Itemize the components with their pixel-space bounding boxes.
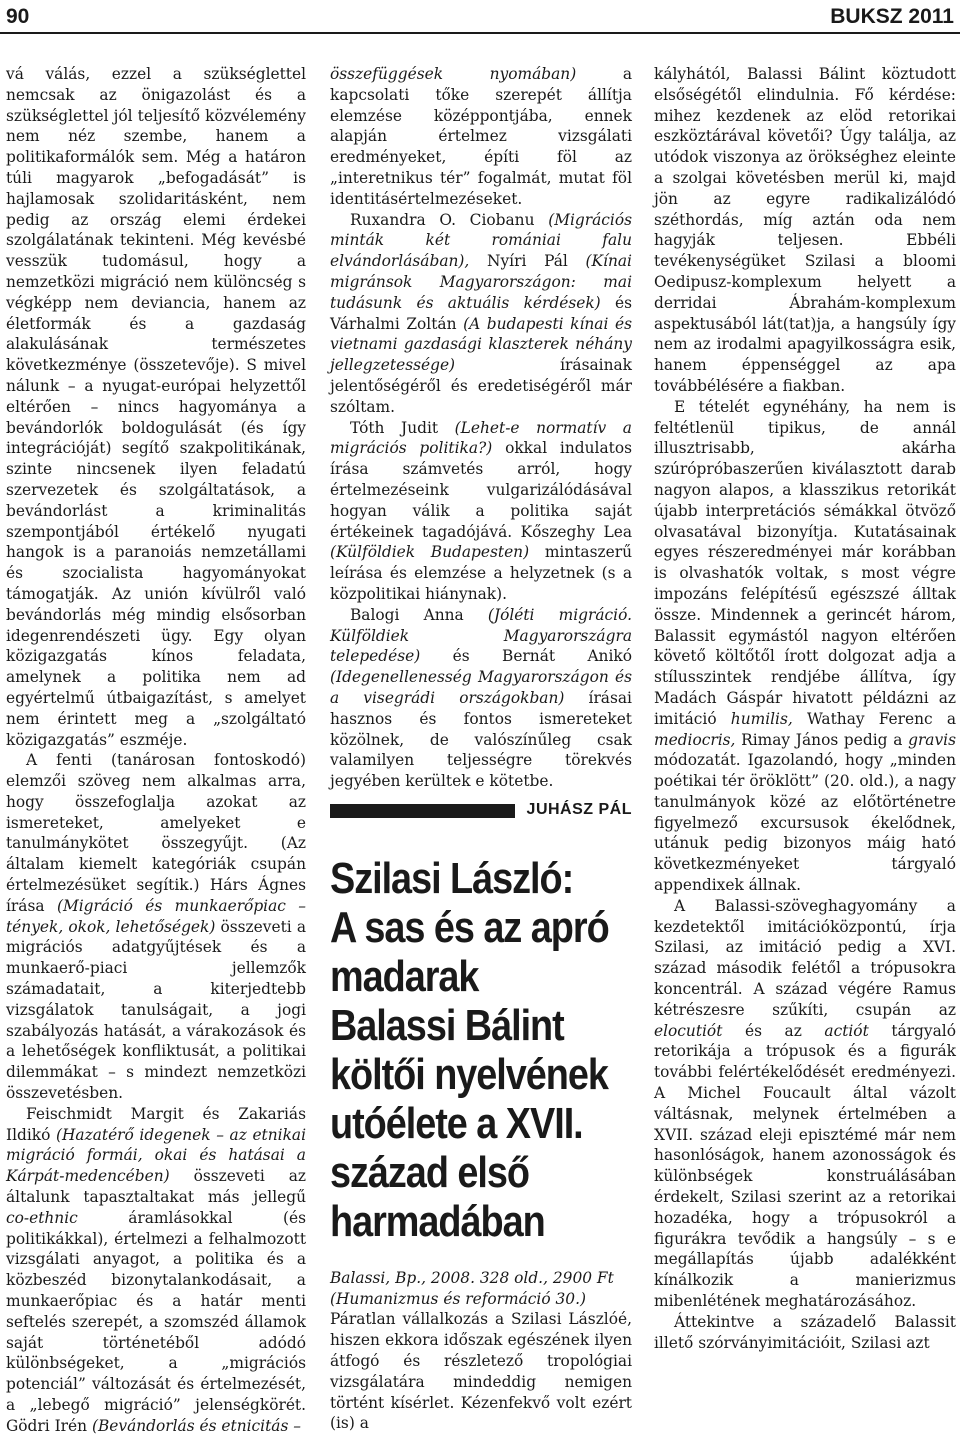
paragraph-text: vá válás, ezzel a szükséglettel nemcsak az önigazolást és a szükséglettel jól teljesítő közvélemény nem néz szembe, hanem a politikaformálók sem. Még a határon túli magyarok „befogadását” is hajlamosak szolidaritásként, nem pedig az ország elemi érdekei szolgálatának tekinteni. Még kevésbé vesszük tudomásul, hogy a nemzetközi migráció nem különcség s végképp nem deviancia, hanem az életformák és a gazdaság alakulásának természetes következménye (összetevője). S mivel nálunk – a nyugat-európai helyzettől eltérően – nincs hagyománya a bevándorlók boldogulását (és így integrációját) segítő szakpolitikának, szinte nincsenek ilyen feladatú szervezetek és szolgáltatások, a bevándorlást a kriminalitás szempontjából értékelő nyugati hangok is a paranoiás nemzetállami és szocialista hagyományokat támogatják. Az unión kívülről való bevándorlás még mindig elsősorban idegenrendészeti ügy. Egy olyan közigazgatás kínos feladata, amelynek a politika nem ad egyértelmű útbaigazítást, s amelyet nem érintett meg a „szolgáltató közigazgatás” eszméje. [6,65,306,749]
paragraph [6,750,306,1104]
italic-term: elocutiót [654,1021,723,1040]
paragraph-text: Balogi Anna [350,605,464,624]
italic-term: mediocris, [654,730,736,749]
cited-title: (Jóléti migráció. Külföldiek Magyarországra telepedése) [330,605,632,666]
column-2 [330,64,632,1433]
italic-term: humilis, [730,709,793,728]
paragraph [654,397,956,896]
paragraph: Áttekintve a századelő Balassit illető szórványimitációit, Szilasi azt [654,1312,956,1352]
paragraph-text: írásainak jelentőségéről és eredetiségéről már szóltam. [330,356,632,416]
italic-term: actiót [824,1021,869,1040]
cited-title: (Külföldiek Budapesten) [330,543,530,562]
paragraph-text: Ruxandra O. Ciobanu [350,210,535,229]
signature-name: JUHÁSZ PÁL [526,801,632,819]
paragraph-text: és Várhalmi Zoltán [330,293,632,333]
paragraph [6,64,306,750]
cited-title: (Hazatérő idegenek – az etnikai migráció formái, okai és hatásai a Kárpát-medencében) [6,1125,306,1186]
italic-term: gravis [908,730,956,749]
cited-title: (Migráció és munkaerőpiac – tények, okok, lehetőségek) [6,896,306,936]
review-title-line: harmadában [330,1196,545,1246]
page-number: 90 [6,5,30,28]
paragraph [330,64,632,210]
review-title-line: A sas és az apró [330,902,609,952]
biblio-line: Balassi, Bp., 2008. 328 old., 2900 Ft [330,1268,614,1287]
paragraph-text: Tóth Judit [350,418,439,437]
paragraph-text: a kapcsolati tőke szerepét állítja elemzése középpontjába, ennek alapján értelmez vizsgálati eredményeket, építi föl az „interetnikus tér” fogalmát, mutat föl identitásértelmezéseket. [330,65,632,208]
journal-name: BUKSZ 2011 [830,5,954,28]
paragraph-text: Nyíri Pál [487,252,568,271]
paragraph-text: tárgyaló retorikája a trópusok és a figurák további felértékelődését eredményezi. A Michel Foucault által vázolt váltásnak, melynek értelmében a XVII. század eleji episztémé már nem hasonlóságok, hanem azonosságok és különbségek konstruálásában érdekelt, Szilasi szerint az a retorikai hozadéka, hogy a trópusokról a figurákra tevődik a hangsúly – s e megállapítás újabb adalékként kínálkozik a manierizmus mibenlétének meghatározásához. [654,1021,956,1311]
cited-title: (Lehet-e normatív a migrációs politika?) [330,418,632,458]
signature-bar [330,804,515,818]
column-1 [6,64,306,1435]
paragraph-text: és az [744,1021,802,1040]
paragraph [330,418,632,605]
paragraph-text: A Balassi-szöveghagyomány a kezdetektől imitációközpontú, írja Szilasi, az imitáció pedig a XVI. század második felétől a trópusokra koncentrál. A század végére Ramus kétrészesre szűkíti, csupán az [654,896,956,1019]
cited-title: (Kínai migránsok Magyarországon: mai tudásunk és aktuális kérdések) [330,252,632,312]
cited-title: (Migrációs minták két romániai falu elvándorlásában), [330,210,632,271]
paragraph-text: okkal indulatos írása számvetés arról, hogy értelmezéseink vulgarizálódásával hogyan válik a politika saját értékeinek tagadójává. Kőszeghy Lea [330,439,632,541]
paragraph-text: összeveti a migrációs adatgyűjtések és a munkaerő-piaci jellemzők számadatait, a kiterjedtebb vizsgálatok tanulságait, a jogi szabályozás hatását, a várakozások és a lehetőségek konfliktusát, a politikai dilemmákat – s mindezt nemzetközi összevetésben. [6,917,306,1103]
paragraph-text: mintaszerű leírása és elemzése a helyzetnek (s a közpolitikai hiánynak). [330,543,632,603]
review-title [330,854,630,1246]
review-first-paragraph: Páratlan vállalkozás a Szilasi Lászlóé, hiszen ekkora időszak egészének ilyen átfogó és részletező tropológiai vizsgálatára mindeddig nemigen történt kísérlet. Kézenfekvő volt ezért (is) a [330,1310,632,1433]
paragraph-text: Rimay János pedig a [741,730,903,749]
paragraph-text: összeveti az általunk tapasztaltakat más jellegű [6,1167,306,1207]
review-title-line: század első [330,1147,529,1197]
column-3 [654,64,956,1352]
cited-title: összefüggések nyomában) [330,65,577,83]
review-title-line: Szilasi László: [330,853,574,903]
review-title-line: madarak [330,951,479,1001]
cited-title: (Idegenellenesség Magyarországon és a visegrádi országokban) [330,668,632,707]
biblio-line: (Humanizmus és reformáció 30.) [330,1289,586,1308]
paragraph-text: Wathay Ferenc a [806,709,956,728]
paragraph [654,896,956,1312]
cited-title: (Bevándorlás és etnicitás – [91,1416,301,1435]
paragraph-text: áramlásokkal (és politikákkal), értelmezi a felhalmozott vizsgálati anyagot, a politika és a közbeszéd bizonytalankodásait, a munkaerőpiac és a határ menti seftelés szerepét, a szomszéd államok saját történetéből adódó különbségeket, a „migrációs potenciál” változását és értelmezését, a „lebegő migráció” jelenségkörét. Gödri Irén [6,1208,306,1435]
bibliographic-info [330,1268,632,1310]
paragraph [330,210,632,418]
paragraph [6,1104,306,1437]
review-title-line: utóélete a XVII. [330,1098,583,1148]
paragraph-text: Feischmidt Margit és Zakariás Ildikó [6,1104,306,1144]
paragraph-text: módozatát. Igazolandó, hogy „minden poétikai tér öröklött” (20. old.), a nagy tanulmányok közé az előtörténetre figyelmező excursusok ékelődnek, utánuk pedig bizonyos máig ható következményeket tárgyaló appendixek állnak. [654,751,956,895]
paragraph-text: írásai hasznos és fontos ismereteket közölnek, de valószínűleg csak valamilyen teljességre törekvés jegyében kerültek e kötetbe. [330,688,632,791]
paragraph-text: E tételét egynéhány, ha nem is feltétlenül tipikus, de annál illusztrisabb, akárha szúrópróbaszerűen kiválasztott darab nagyon alapos, a klasszikus retorikát újabb interpretációs sémákkal ötvöző olvasatával bizonyítja. Kutatásainak egyes részeredményei már korábban is olvashatók voltak, s most végre impozáns felépítésű egészszé álltak össze. Mindennek a gerincét három, Balassit egymástól nagyon eltérően követő költőtől írott dolgozat adja a stílusszintek rendjébe állítva, így Madách Gáspár hivatott példázni az imitáció [654,397,956,728]
paragraph-text: és Bernát Anikó [452,647,632,666]
paragraph: kályhától, Balassi Bálint köztudott elsőségétől elindulnia. Fő kérdése: mihez kezdenek az elöd retorikai eszköztárával követői? Úgy találja, az utódok viszonya az örökséghez eleinte a szolgai követésben merül ki, majd jön az egyre radikalizálódó széthordás, míg aztán oda nem hagyják teljesen. Ebbéli tevékenységüket Szilasi a bloomi Oedipusz-komplexum helyett a derridai Ábrahám-komplexum aspektusából lát(tat)ja, a hangsúly így nem az irodalmi apagyilkosságra esik, hanem éppenséggel az apa továbbélésére a fiakban. [654,65,956,395]
paragraph-text: A fenti (tanárosan fontoskodó) elemzői szöveg nem alkalmas arra, hogy összefoglalja azokat az ismereteket, amelyeket e tanulmánykötet összegyűjt. (Az általam kiemelt kategóriák csupán értelmezésüket segítik.) Hárs Ágnes írása [6,751,306,915]
author-signature [330,798,632,824]
paragraph [330,605,632,792]
page-header [0,0,960,34]
review-title-line: költői nyelvének [330,1049,608,1099]
italic-term: co-ethnic [6,1208,78,1227]
cited-title: (A budapesti kínai és vietnami gazdasági klaszterek néhány jellegzetessége) [330,314,632,375]
review-title-line: Balassi Bálint [330,1000,564,1050]
